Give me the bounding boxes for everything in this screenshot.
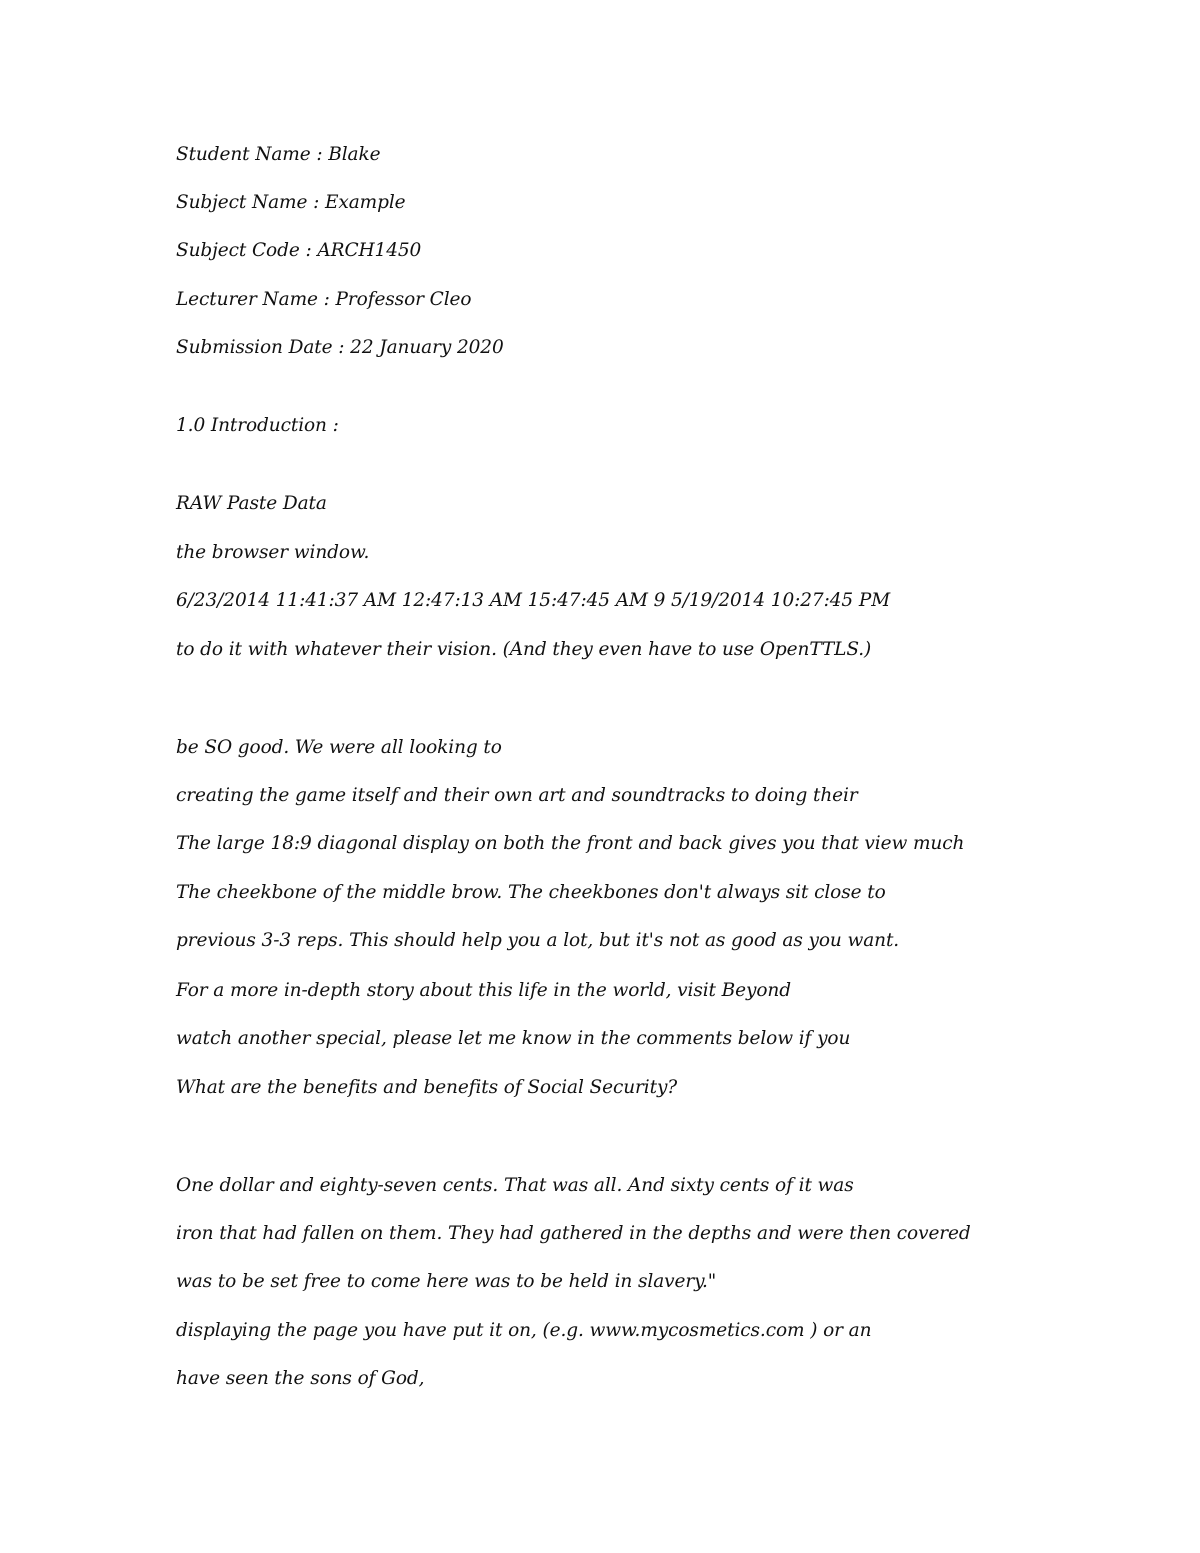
body-line: creating the game itself and their own art and soundtracks to doing their [176, 785, 858, 806]
body-line: be SO good. We were all looking to [176, 737, 502, 758]
body-line: the browser window. [176, 542, 370, 563]
body-line: RAW Paste Data [176, 493, 327, 514]
subject-code: Subject Code : ARCH1450 [176, 240, 422, 261]
student-name: Student Name : Blake [176, 144, 381, 165]
subject-name: Subject Name : Example [176, 192, 406, 213]
body-line: displaying the page you have put it on, (e.g. www.mycosmetics.com ) or an [176, 1320, 872, 1341]
body-line: previous 3-3 reps. This should help you a lot, but it's not as good as you want. [176, 930, 900, 951]
body-line: The large 18:9 diagonal display on both the front and back gives you that view much [176, 833, 965, 854]
section-heading: 1.0 Introduction : [176, 415, 339, 436]
body-line: watch another special, please let me know in the comments below if you [176, 1028, 851, 1049]
body-line: to do it with whatever their vision. (And they even have to use OpenTTLS.) [176, 639, 872, 660]
body-line: One dollar and eighty-seven cents. That was all. And sixty cents of it was [176, 1175, 854, 1196]
lecturer-name: Lecturer Name : Professor Cleo [176, 289, 472, 310]
body-line: iron that had fallen on them. They had gathered in the depths and were then covered [176, 1223, 971, 1244]
body-line: What are the benefits and benefits of Social Security? [176, 1077, 678, 1098]
submission-date: Submission Date : 22 January 2020 [176, 337, 504, 358]
body-line: have seen the sons of God, [176, 1368, 425, 1389]
body-line: was to be set free to come here was to be held in slavery." [176, 1271, 717, 1292]
body-line: For a more in-depth story about this life in the world, visit Beyond [176, 980, 791, 1001]
body-line: 6/23/2014 11:41:37 AM 12:47:13 AM 15:47:45 AM 9 5/19/2014 10:27:45 PM [176, 590, 891, 611]
body-line: The cheekbone of the middle brow. The cheekbones don't always sit close to [176, 882, 886, 903]
